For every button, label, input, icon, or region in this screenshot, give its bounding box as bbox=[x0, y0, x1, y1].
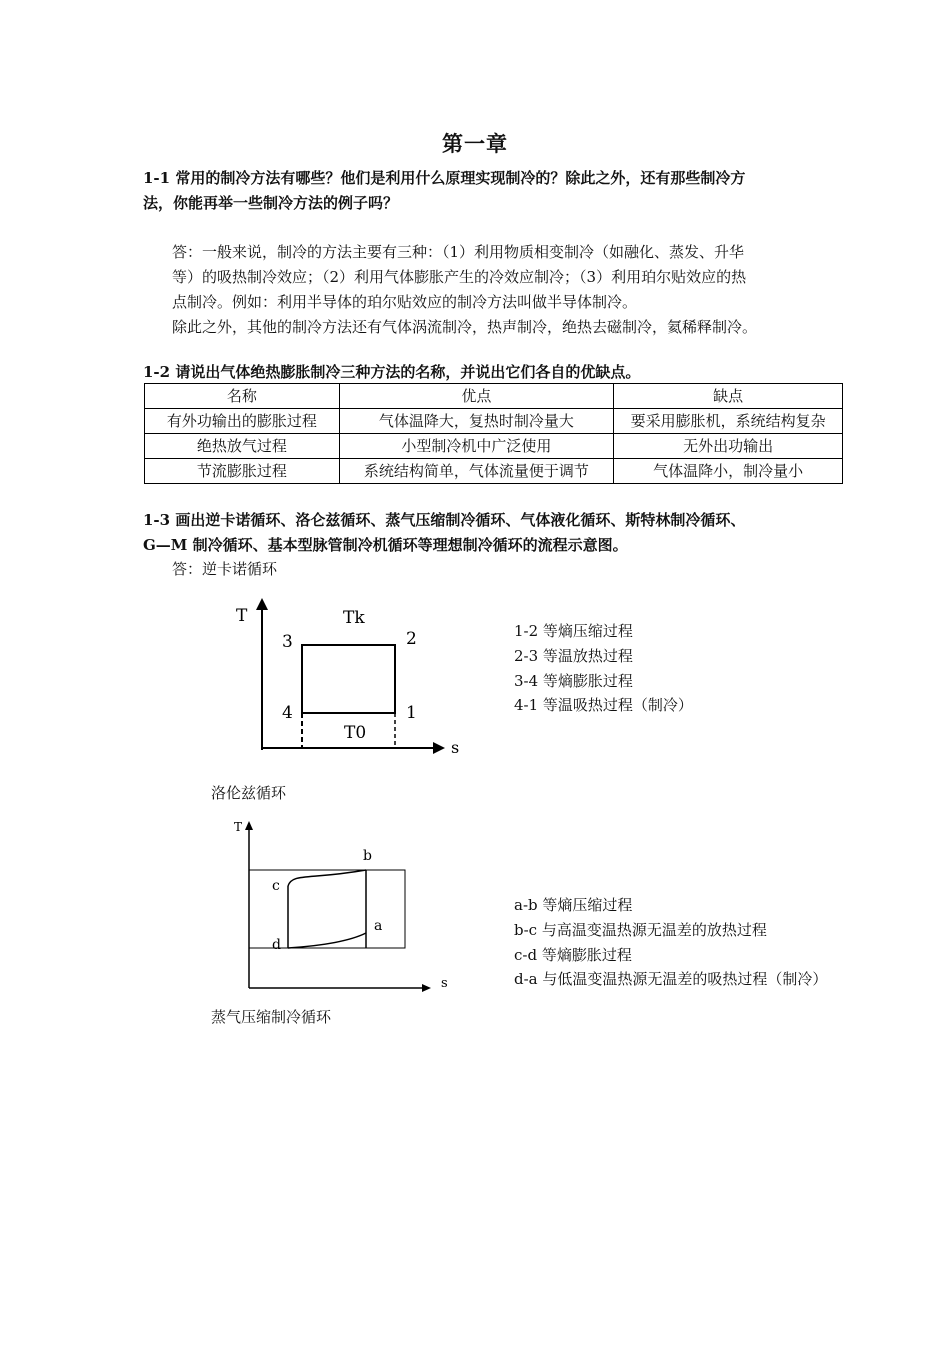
answer-1-line-3: 点制冷。例如：利用半导体的珀尔贴效应的制冷方法叫做半导体制冷。 bbox=[172, 293, 638, 311]
lorenz-legend-item: c-d 等熵膨胀过程 bbox=[514, 946, 632, 964]
answer-1-line-2: 等）的吸热制冷效应；（2）利用气体膨胀产生的冷效应制冷；（3）利用珀尔贴效应的热 bbox=[172, 268, 747, 286]
carnot-diagram bbox=[225, 598, 475, 763]
question-2: 1-2 请说出气体绝热膨胀制冷三种方法的名称，并说出它们各自的优缺点。 bbox=[143, 363, 641, 381]
point-1-label: 1 bbox=[406, 703, 417, 723]
table-header: 优点 bbox=[339, 384, 614, 409]
table-row bbox=[145, 409, 843, 434]
tk-label: Tk bbox=[343, 608, 365, 628]
t-axis-label: T bbox=[236, 606, 248, 626]
table-cell: 节流膨胀过程 bbox=[145, 459, 340, 484]
table-cell: 系统结构简单，气体流量便于调节 bbox=[339, 459, 614, 484]
table-row bbox=[145, 434, 843, 459]
point-b-label: b bbox=[363, 848, 372, 864]
point-c-label: c bbox=[272, 878, 280, 894]
table-cell: 小型制冷机中广泛使用 bbox=[339, 434, 614, 459]
question-3-line-2: G—M 制冷循环、基本型脉管制冷机循环等理想制冷循环的流程示意图。 bbox=[143, 536, 628, 554]
point-d-label: d bbox=[272, 937, 281, 953]
s-axis-label: s bbox=[441, 976, 448, 991]
curve-da bbox=[288, 933, 366, 948]
carnot-legend-item: 2-3 等温放热过程 bbox=[514, 647, 633, 665]
table-cell: 气体温降大，复热时制冷量大 bbox=[339, 409, 614, 434]
point-a-label: a bbox=[374, 918, 383, 934]
comparison-table bbox=[144, 383, 843, 484]
lorenz-legend-item: a-b 等熵压缩过程 bbox=[514, 896, 633, 914]
table-cell: 要采用膨胀机，系统结构复杂 bbox=[614, 409, 843, 434]
table-header: 缺点 bbox=[614, 384, 843, 409]
t0-label: T0 bbox=[344, 723, 367, 743]
table-cell: 气体温降小，制冷量小 bbox=[614, 459, 843, 484]
t-axis-label: T bbox=[234, 820, 243, 834]
question-1-line-2: 法，你能再举一些制冷方法的例子吗？ bbox=[143, 194, 399, 212]
page-title: 第一章 bbox=[442, 131, 508, 156]
point-2-label: 2 bbox=[406, 629, 417, 649]
table-cell: 有外功输出的膨胀过程 bbox=[145, 409, 340, 434]
table-header-row bbox=[145, 384, 843, 409]
lorenz-caption: 洛伦兹循环 bbox=[211, 784, 287, 802]
question-3-line-1: 1-3 画出逆卡诺循环、洛仑兹循环、蒸气压缩制冷循环、气体液化循环、斯特林制冷循环、 bbox=[143, 511, 746, 529]
s-axis-arrow bbox=[422, 984, 431, 992]
lorenz-legend-item: d-a 与低温变温热源无温差的吸热过程（制冷） bbox=[514, 970, 828, 988]
table-header: 名称 bbox=[145, 384, 340, 409]
point-4-label: 4 bbox=[282, 703, 293, 723]
curve-bc bbox=[288, 870, 366, 886]
answer-1-line-1: 答：一般来说，制冷的方法主要有三种：（1）利用物质相变制冷（如融化、蒸发、升华 bbox=[172, 243, 745, 261]
answer-3-intro: 答：逆卡诺循环 bbox=[172, 560, 278, 578]
carnot-legend-item: 1-2 等熵压缩过程 bbox=[514, 622, 633, 640]
answer-1-line-4: 除此之外，其他的制冷方法还有气体涡流制冷，热声制冷，绝热去磁制冷，氦稀释制冷。 bbox=[172, 318, 758, 336]
carnot-legend-item: 3-4 等熵膨胀过程 bbox=[514, 672, 633, 690]
carnot-legend-item: 4-1 等温吸热过程（制冷） bbox=[514, 696, 693, 714]
t-axis-arrow bbox=[256, 598, 268, 610]
cycle-rectangle bbox=[302, 645, 395, 713]
table-row bbox=[145, 459, 843, 484]
table-cell: 无外出功输出 bbox=[614, 434, 843, 459]
table-cell: 绝热放气过程 bbox=[145, 434, 340, 459]
s-axis-label: s bbox=[451, 738, 460, 757]
t-axis-arrow bbox=[245, 821, 253, 830]
lorenz-legend-item: b-c 与高温变温热源无温差的放热过程 bbox=[514, 921, 767, 939]
s-axis-arrow bbox=[433, 742, 445, 754]
question-1-line-1: 1-1 常用的制冷方法有哪些？他们是利用什么原理实现制冷的？除此之外，还有那些制冷方 bbox=[143, 169, 746, 187]
vapor-compression-caption: 蒸气压缩制冷循环 bbox=[211, 1008, 332, 1026]
point-3-label: 3 bbox=[282, 632, 293, 652]
lorenz-diagram bbox=[228, 818, 463, 996]
